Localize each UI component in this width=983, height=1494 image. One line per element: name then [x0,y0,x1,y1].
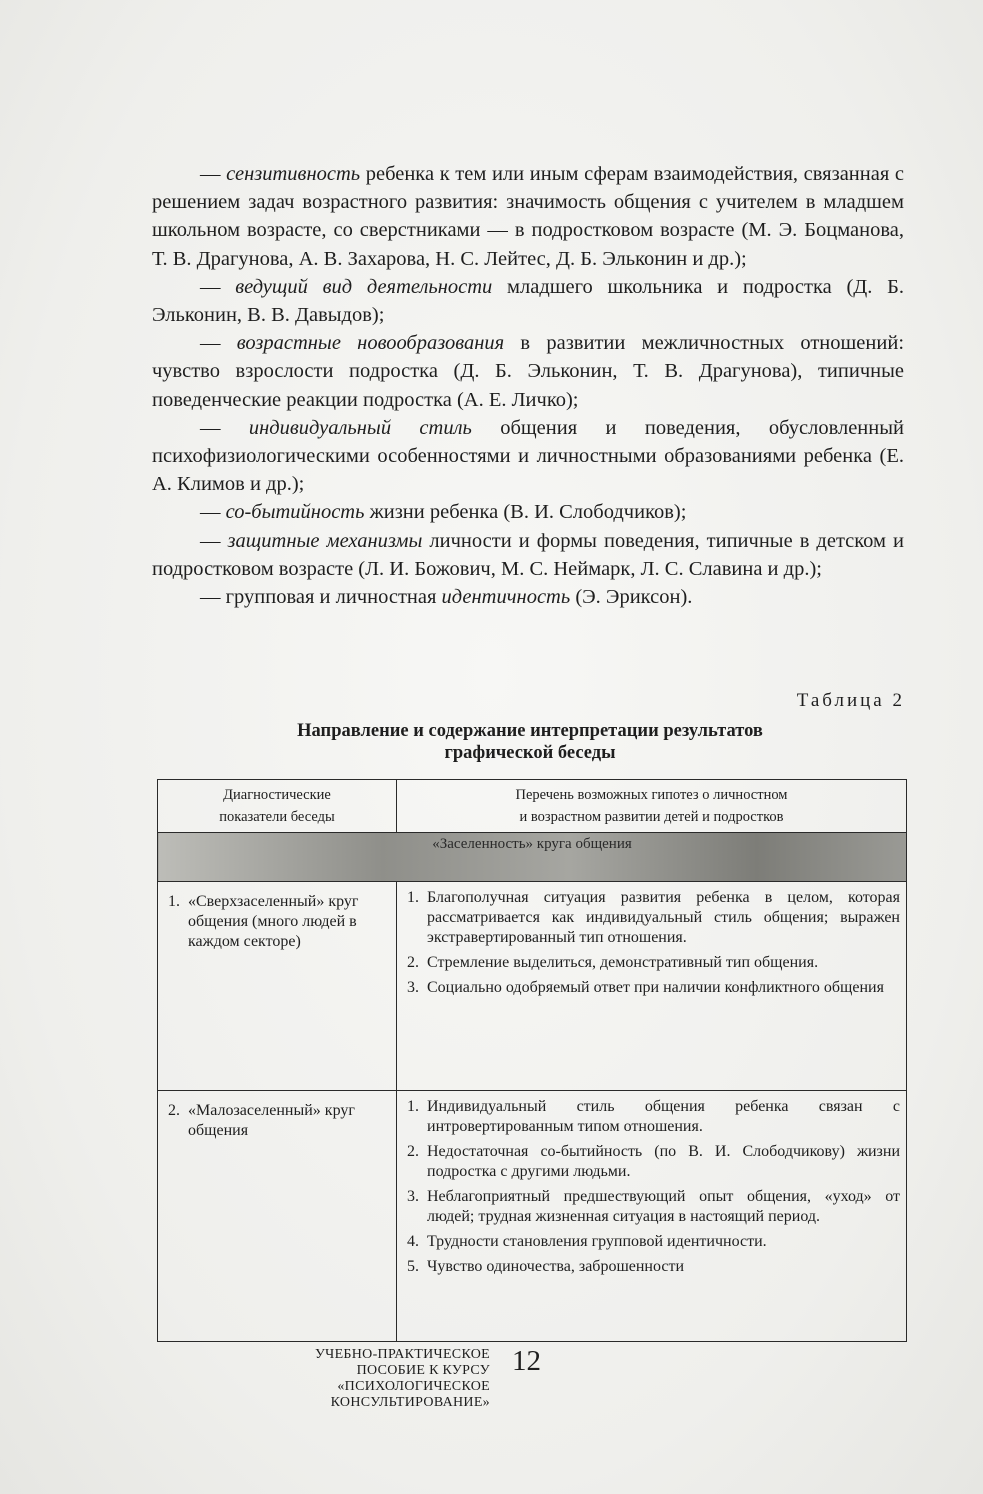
header-hypotheses [397,780,907,833]
hypotheses-list [403,1097,900,1277]
row-number: 1. [168,893,180,910]
indicator-text: «Малозаселенный» круг общения [188,1102,355,1139]
table-title-line: графической беседы [444,743,616,763]
footer-line: ПОСОБИЕ К КУРСУ [356,1363,490,1378]
paragraph: — сензитивность ребенка к тем или иным сферам взаимодействия, связанная с решением задач возрастного развития: значимость общения с учителем в младшем школьном возрасте, со сверстниками — в подростковом возрасте (М. Э. Боцманова, Т. В. Драгунова, А. В. Захарова, Н. С. Лейтес, Д. Б. Эльконин и др.); [152,163,905,270]
row-number: 2. [168,1102,180,1119]
table-title-line: Направление и содержание интерпретации результатов [297,721,763,741]
footer-line: УЧЕБНО-ПРАКТИЧЕСКОЕ [314,1347,490,1362]
list-item: 3. Социально одобряемый ответ при наличии конфликтного общения [407,979,884,996]
header-text: показатели беседы [219,809,335,825]
table-label: Таблица 2 [796,690,905,711]
section-row [158,833,907,882]
section-title: «Заселенность» круга общения [158,833,907,882]
paragraph: — индивидуальный стиль общения и поведения, обусловленный психофизиологическими особенностями и личностными образованиями ребенка (Е. А. Климов и др.); [152,416,904,496]
indicator-cell [158,882,397,1091]
footer-line: КОНСУЛЬТИРОВАНИЕ» [330,1395,490,1410]
list-item: 5. Чувство одиночества, заброшенности [407,1258,685,1275]
results-table [157,779,907,1342]
list-item: 1. Благополучная ситуация развития ребенка в целом, которая рассматривается как индивидуальный стиль общения; выражен экстравертированный тип отношения. [407,889,900,946]
list-item: 4. Трудности становления групповой идентичности. [407,1233,767,1250]
table-row [158,1091,907,1342]
paragraph: — групповая и личностная идентичность (Э. Эриксон). [200,586,693,609]
paragraph: — возрастные новообразования в развитии межличностных отношений: чувство взрослости подростка (Д. Б. Эльконин, Т. В. Драгунова), типичные поведенческие реакции подростка (А. Е. Личко); [152,332,905,411]
header-indicators [158,780,397,833]
table-title [160,720,900,764]
hypotheses-cell [397,1091,907,1342]
list-item: 1. Индивидуальный стиль общения ребенка связан с интровертированным типом отношения. [407,1098,900,1135]
paragraph: — со-бытийность жизни ребенка (В. И. Слободчиков); [200,501,687,524]
footer-course-label [262,1347,490,1411]
page-number: 12 [512,1345,541,1377]
paragraph: — защитные механизмы личности и формы поведения, типичные в детском и подростковом возрасте (Л. И. Божович, М. С. Неймарк, Л. С. Славина и др.); [152,529,905,580]
table-row [158,882,907,1091]
list-item: 2. Стремление выделиться, демонстративный тип общения. [407,954,819,971]
indicator-cell [158,1091,397,1342]
list-item: 2. Недостаточная со-бытийность (по В. И. Слободчикову) жизни подростка с другими людьми. [407,1143,900,1180]
header-text: и возрастном развитии детей и подростков [519,809,784,825]
paragraph: — ведущий вид деятельности младшего школьника и подростка (Д. Б. Эльконин, В. В. Давыдов); [152,275,904,327]
header-text: Диагностические [223,787,331,803]
table-header-row [158,780,907,833]
footer-line: «ПСИХОЛОГИЧЕСКОЕ [337,1379,490,1394]
indicator-text: «Сверхзаселенный» круг общения (много людей в каждом секторе) [188,893,359,950]
hypotheses-list [403,888,900,998]
header-text: Перечень возможных гипотез о личностном [515,787,788,803]
hypotheses-cell [397,882,907,1091]
body-text [152,160,904,611]
list-item: 3. Неблагоприятный предшествующий опыт общения, «уход» от людей; трудная жизненная ситуация в настоящий период. [407,1188,900,1225]
